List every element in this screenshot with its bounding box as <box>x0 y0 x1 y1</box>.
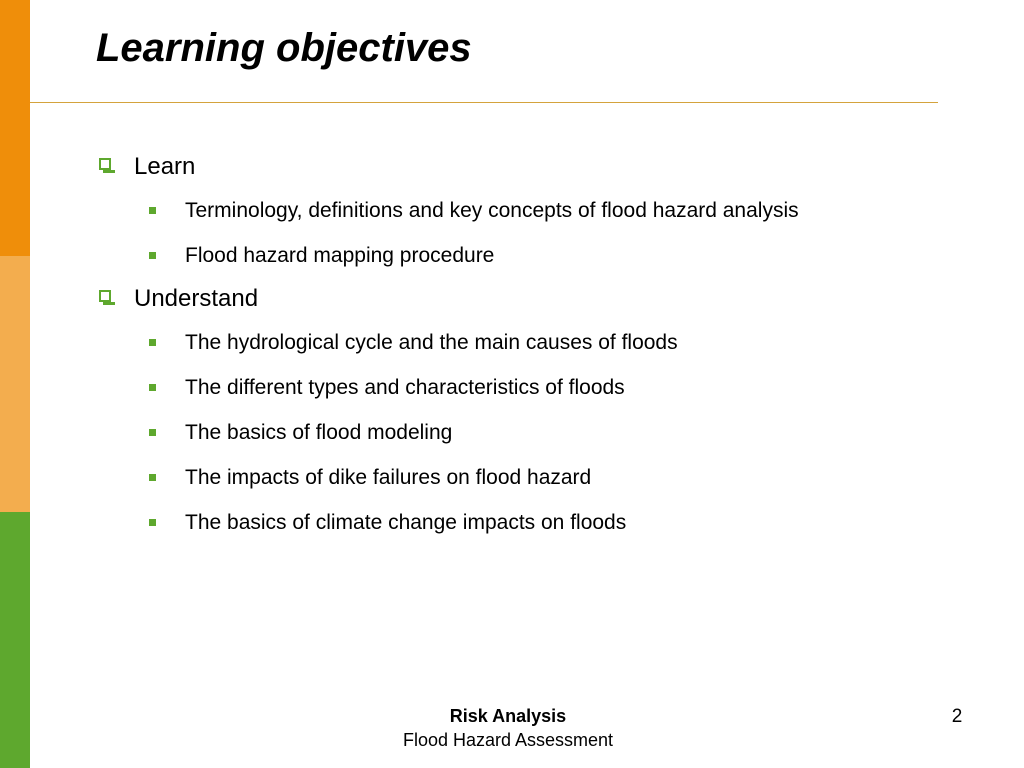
list-item <box>96 188 956 233</box>
list-item-label: Flood hazard mapping procedure <box>185 244 495 267</box>
checkbox-icon <box>99 158 111 170</box>
list-item-label: The basics of flood modeling <box>185 421 453 444</box>
side-bar-segment-green <box>0 512 30 768</box>
list-item-label: The different types and characteristics of floods <box>185 376 625 399</box>
section-heading-label: Learn <box>134 153 196 180</box>
list-item-label: The hydrological cycle and the main causes of floods <box>185 331 678 354</box>
list-item <box>96 365 956 410</box>
square-bullet-icon <box>149 384 156 391</box>
square-bullet-icon <box>149 339 156 346</box>
square-bullet-icon <box>149 207 156 214</box>
list-item-label: Terminology, definitions and key concepts of flood hazard analysis <box>185 199 799 222</box>
page-number: 2 <box>951 706 963 727</box>
square-bullet-icon <box>149 429 156 436</box>
slide-footer <box>360 704 656 752</box>
section-heading-understand <box>96 278 956 320</box>
square-bullet-icon <box>149 519 156 526</box>
title-divider <box>30 102 938 103</box>
list-item-label: The basics of climate change impacts on floods <box>185 511 627 534</box>
objectives-list <box>96 146 956 545</box>
checkbox-icon <box>99 290 111 302</box>
list-item <box>96 455 956 500</box>
list-item <box>96 320 956 365</box>
section-heading-label: Understand <box>134 285 259 312</box>
list-item <box>96 500 956 545</box>
list-item <box>96 410 956 455</box>
side-bar-segment-light-orange <box>0 256 30 512</box>
side-color-bar <box>0 0 30 768</box>
section-heading-learn <box>96 146 956 188</box>
square-bullet-icon <box>149 252 156 259</box>
list-item <box>96 233 956 278</box>
slide-title: Learning objectives <box>96 26 472 70</box>
footer-subtitle: Flood Hazard Assessment <box>402 730 614 750</box>
square-bullet-icon <box>149 474 156 481</box>
side-bar-segment-orange <box>0 0 30 256</box>
list-item-label: The impacts of dike failures on flood hazard <box>185 466 592 489</box>
footer-title: Risk Analysis <box>449 706 567 726</box>
